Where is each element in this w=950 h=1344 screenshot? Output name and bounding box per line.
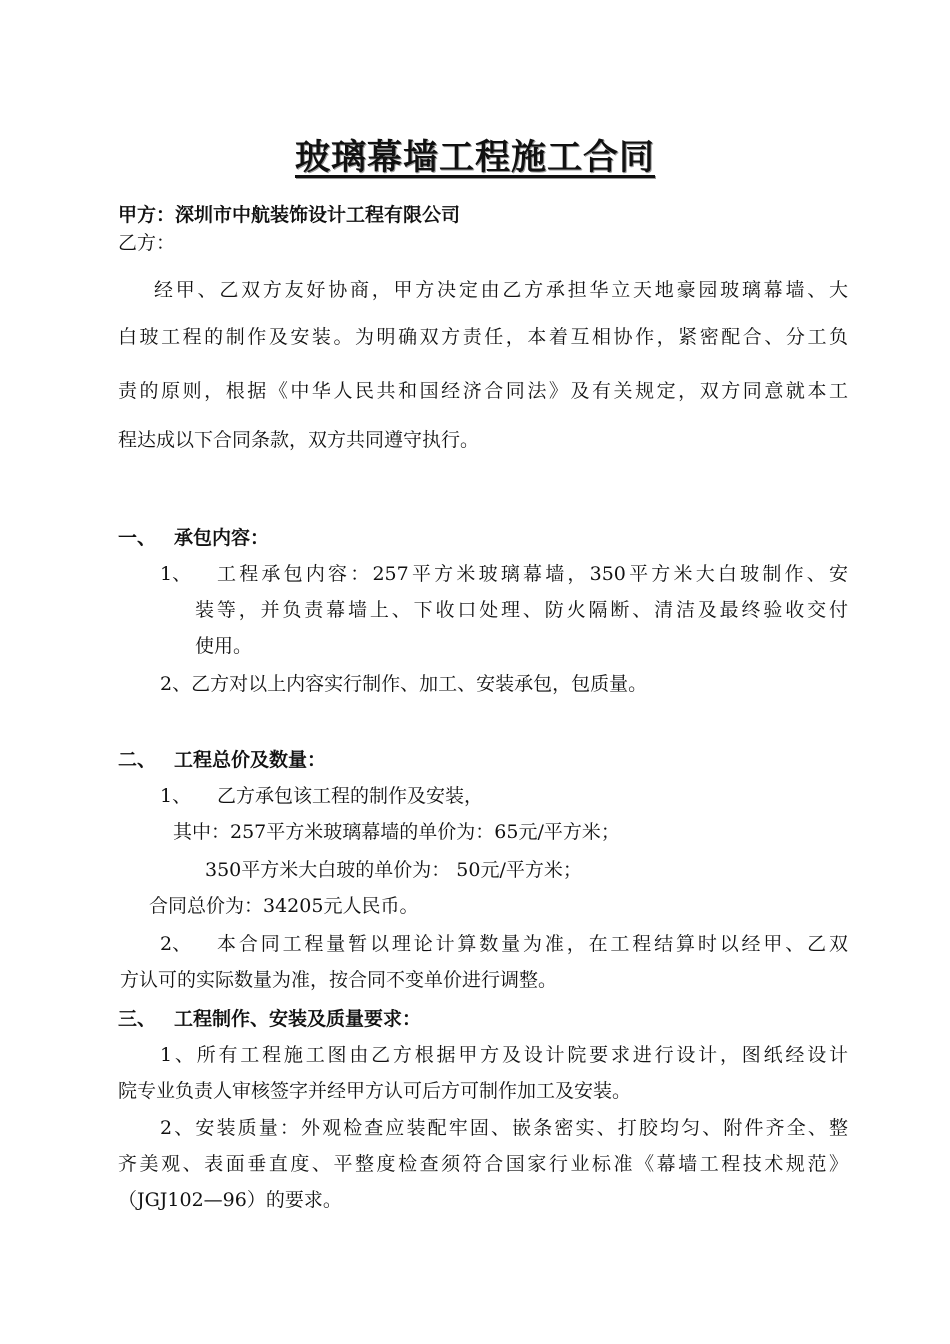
section-3-number: 三、 [118, 1008, 157, 1030]
section-2-heading [118, 745, 326, 772]
intro-line: 程达成以下合同条款，双方共同遵守执行。 [118, 429, 480, 451]
s3-para-2-line: （JGJ102—96）的要求。 [118, 1189, 342, 1211]
section-1-heading [118, 523, 269, 550]
section-2-number: 二、 [118, 749, 157, 771]
s2-item-1-text: 乙方承包该工程的制作及安装， [217, 785, 484, 807]
s3-para-1-line: 院专业负责人审核签字并经甲方认可后方可制作加工及安装。 [118, 1080, 632, 1102]
intro-line: 责的原则，根据《中华人民共和国经济合同法》及有关规定，双方同意就本工 [118, 380, 848, 402]
intro-line: 白玻工程的制作及安装。为明确双方责任，本着互相协作，紧密配合、分工负 [118, 326, 848, 348]
party-a: 甲方：深圳市中航装饰设计工程有限公司 [118, 204, 461, 226]
section-3-heading [118, 1004, 421, 1031]
s2-item-2-line: 方认可的实际数量为准，按合同不变单价进行调整。 [120, 969, 558, 991]
s1-item-1-number: 1、 [160, 563, 192, 585]
s2-item-2-number: 2、 [160, 933, 192, 955]
s2-unit-price-curtain-wall: 其中：257平方米玻璃幕墙的单价为：65元/平方米； [173, 821, 620, 843]
s3-para-1-line: 1、所有工程施工图由乙方根据甲方及设计院要求进行设计，图纸经设计 [160, 1044, 848, 1066]
s1-item-1-line: 装等，并负责幕墙上、下收口处理、防火隔断、清洁及最终验收交付 [195, 599, 848, 621]
s2-unit-price-white-glass: 350平方米大白玻的单价为： 50元/平方米； [205, 859, 582, 881]
s1-item-1-line: 工程承包内容：257平方米玻璃幕墙，350平方米大白玻制作、安 [217, 563, 848, 585]
section-2-title: 工程总价及数量： [174, 749, 327, 771]
section-3-title: 工程制作、安装及质量要求： [174, 1008, 422, 1030]
s1-item-2: 2、乙方对以上内容实行制作、加工、安装承包，包质量。 [160, 673, 648, 695]
page-title: 玻璃幕墙工程施工合同 [294, 138, 655, 178]
intro-line: 经甲、乙双方友好协商，甲方决定由乙方承担华立天地豪园玻璃幕墙、大 [154, 279, 848, 301]
section-1-number: 一、 [118, 527, 157, 549]
party-b: 乙方： [118, 232, 176, 254]
s1-item-1-line: 使用。 [195, 635, 253, 657]
s3-para-2-line: 2、安装质量：外观检查应装配牢固、嵌条密实、打胶均匀、附件齐全、整 [160, 1117, 848, 1139]
s2-total-price: 合同总价为：34205元人民币。 [149, 895, 419, 917]
section-1-title: 承包内容： [174, 527, 270, 549]
s2-item-2-line: 本合同工程量暂以理论计算数量为准，在工程结算时以经甲、乙双 [217, 933, 848, 955]
s3-para-2-line: 齐美观、表面垂直度、平整度检查须符合国家行业标准《幕墙工程技术规范》 [118, 1153, 848, 1175]
s2-item-1-number: 1、 [160, 785, 192, 807]
